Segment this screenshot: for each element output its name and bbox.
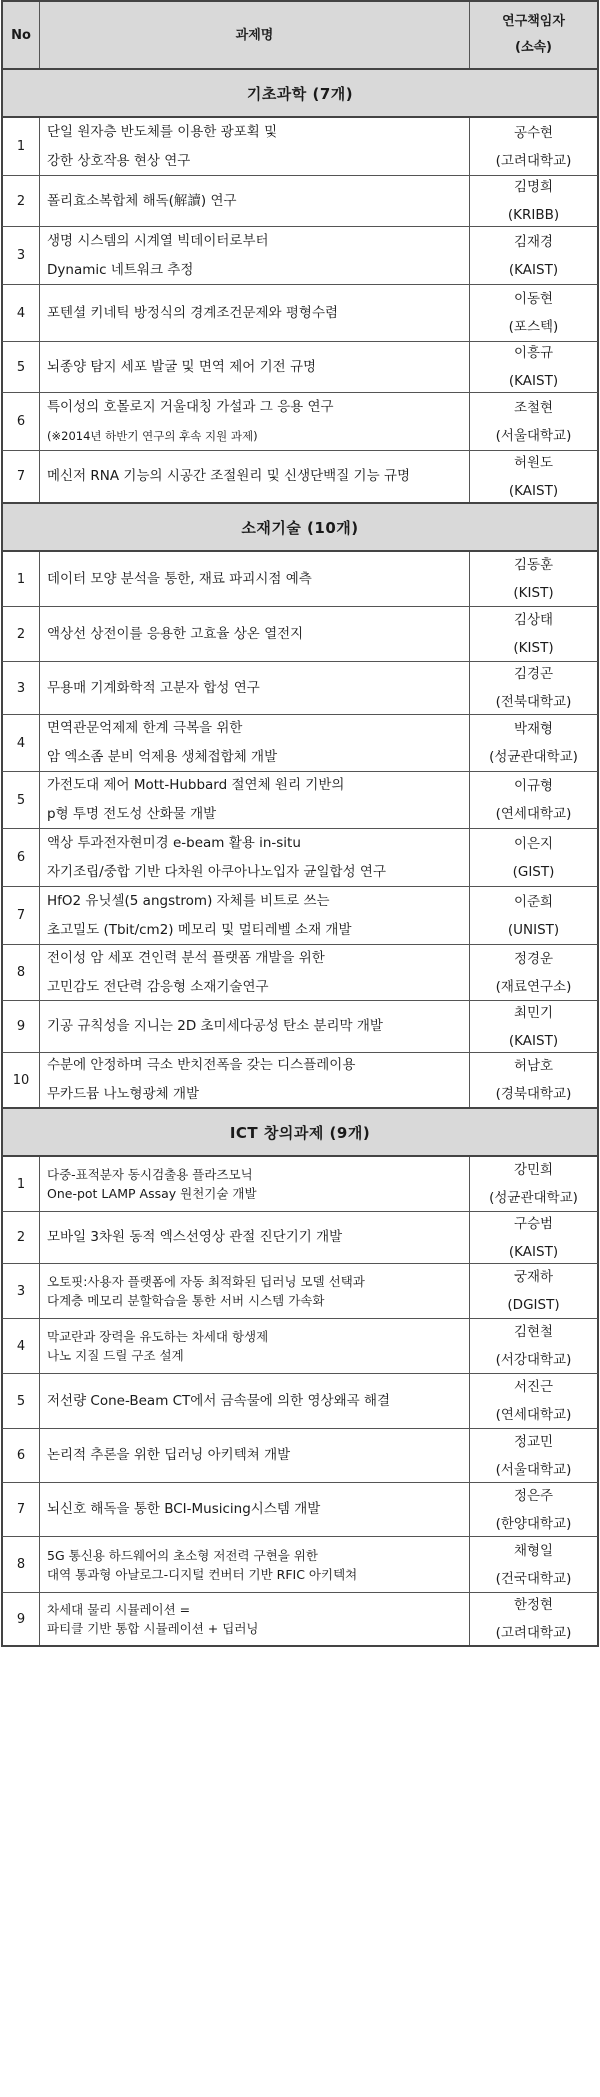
row-number: 6: [3, 829, 40, 886]
table-row: [1, 945, 599, 1001]
principal-investigator: [470, 1053, 597, 1107]
principal-investigator: [470, 829, 597, 886]
project-title: [40, 829, 470, 886]
pi-affiliation: (건국대학교): [495, 1570, 572, 1587]
pi-affiliation: (KAIST): [508, 1032, 559, 1049]
table-row: [1, 285, 599, 342]
pi-affiliation: (고려대학교): [495, 152, 572, 169]
project-title: [40, 1429, 470, 1482]
pi-name: 구승범: [513, 1215, 554, 1232]
section-header: ICT 창의과제 (9개): [1, 1109, 599, 1157]
pi-affiliation: (연세대학교): [495, 806, 572, 822]
project-title-line: 암 엑소좀 분비 억제용 생체접합체 개발: [47, 749, 278, 765]
pi-affiliation: (서울대학교): [495, 1461, 572, 1478]
pi-affiliation: (연세대학교): [495, 1407, 572, 1423]
project-title-line: 액상 투과전자현미경 e-beam 활용 in-situ: [47, 834, 301, 851]
project-title: [40, 1537, 470, 1592]
pi-name: 이규형: [513, 778, 554, 794]
row-number: 7: [3, 1483, 40, 1536]
principal-investigator: [470, 1374, 597, 1428]
pi-name: 김재경: [513, 233, 554, 250]
table-row: [1, 1483, 599, 1537]
project-title-line: 포텐셜 키네틱 방정식의 경계조건문제와 평형수렴: [47, 304, 339, 321]
project-title: [40, 887, 470, 944]
principal-investigator: [470, 607, 597, 661]
header-pi-label: 연구책임자: [502, 14, 565, 29]
project-title: [40, 715, 470, 771]
table-row: [1, 1001, 599, 1053]
row-number: 5: [3, 342, 40, 392]
pi-affiliation: (경북대학교): [495, 1086, 572, 1102]
principal-investigator: [470, 285, 597, 341]
row-number: 2: [3, 176, 40, 226]
principal-investigator: [470, 715, 597, 771]
project-title-line: 대역 통과형 아날로그-디지털 컨버터 기반 RFIC 아키텍쳐: [47, 1566, 358, 1582]
pi-name: 이준희: [513, 893, 554, 910]
project-table: [1, 0, 599, 1647]
row-number: 4: [3, 285, 40, 341]
row-number: 4: [3, 1319, 40, 1373]
table-row: [1, 451, 599, 504]
project-title: [40, 552, 470, 606]
principal-investigator: [470, 342, 597, 392]
table-row: [1, 176, 599, 227]
row-number: 9: [3, 1593, 40, 1645]
project-title-line: 무용매 기계화학적 고분자 합성 연구: [47, 679, 260, 696]
project-title-line: Dynamic 네트워크 추정: [47, 261, 194, 278]
project-title-line: 데이터 모양 분석을 통한, 재료 파괴시점 예측: [47, 570, 312, 587]
project-title-line: 다중-표적분자 동시검출용 플라즈모닉: [47, 1167, 253, 1182]
pi-name: 공수현: [513, 124, 554, 141]
project-title: [40, 1483, 470, 1536]
project-title: [40, 342, 470, 392]
principal-investigator: [470, 662, 597, 714]
project-title: [40, 945, 470, 1000]
row-number: 8: [3, 1537, 40, 1592]
project-title: [40, 451, 470, 502]
pi-name: 김명희: [513, 179, 554, 195]
pi-affiliation: (재료연구소): [495, 978, 572, 995]
pi-name: 정교민: [513, 1433, 554, 1450]
principal-investigator: [470, 887, 597, 944]
project-title-line: 막교란과 장력을 유도하는 차세대 항생제: [47, 1329, 269, 1344]
table-row: [1, 1212, 599, 1264]
project-title: [40, 1374, 470, 1428]
principal-investigator: [470, 1264, 597, 1318]
project-title-line: 차세대 물리 시뮬레이션 =: [47, 1602, 191, 1617]
principal-investigator: [470, 118, 597, 175]
principal-investigator: [470, 772, 597, 828]
project-title: [40, 1212, 470, 1263]
project-title-line: 모바일 3차원 동적 엑스선영상 관절 진단기기 개발: [47, 1229, 343, 1245]
project-title-line: 기공 규칙성을 지니는 2D 초미세다공성 탄소 분리막 개발: [47, 1018, 383, 1034]
row-number: 8: [3, 945, 40, 1000]
principal-investigator: [470, 1212, 597, 1263]
project-title: [40, 772, 470, 828]
table-row: [1, 118, 599, 176]
row-number: 3: [3, 227, 40, 284]
project-title: [40, 1593, 470, 1645]
project-title-line: 폴리효소복합체 해독(解讀) 연구: [47, 192, 237, 209]
header-pi-affiliation: (소속): [515, 40, 552, 55]
project-title: [40, 285, 470, 341]
principal-investigator: [470, 945, 597, 1000]
pi-name: 정은주: [513, 1487, 554, 1504]
pi-affiliation: (UNIST): [507, 921, 560, 938]
project-title: [40, 1319, 470, 1373]
principal-investigator: [470, 552, 597, 606]
project-title-line: 수분에 안정하며 극소 반치전폭을 갖는 디스플레이용: [47, 1057, 356, 1073]
table-row: [1, 1319, 599, 1374]
project-title-line: 파티클 기반 통합 시뮬레이션 + 딥러닝: [47, 1621, 259, 1636]
table-row: [1, 1537, 599, 1593]
pi-affiliation: (KIST): [513, 585, 554, 601]
pi-name: 최민기: [513, 1004, 554, 1021]
row-number: 10: [3, 1053, 40, 1107]
table-row: [1, 552, 599, 607]
principal-investigator: [470, 1319, 597, 1373]
pi-affiliation: (KAIST): [508, 261, 559, 278]
pi-affiliation: (DGIST): [507, 1297, 560, 1313]
pi-name: 박재형: [513, 721, 554, 737]
pi-name: 궁재하: [513, 1269, 554, 1285]
project-title-line: 면역관문억제제 한계 극복을 위한: [47, 720, 243, 736]
principal-investigator: [470, 1001, 597, 1052]
project-title-line: 단일 원자층 반도체를 이용한 광포획 및: [47, 123, 278, 140]
row-number: 3: [3, 662, 40, 714]
project-title-line: 강한 상호작용 현상 연구: [47, 152, 191, 169]
pi-name: 김상태: [513, 612, 554, 628]
table-row: [1, 393, 599, 451]
row-number: 9: [3, 1001, 40, 1052]
principal-investigator: [470, 393, 597, 450]
row-number: 4: [3, 715, 40, 771]
row-number: 5: [3, 1374, 40, 1428]
project-title: [40, 1264, 470, 1318]
project-title-line: 메신저 RNA 기능의 시공간 조절원리 및 신생단백질 기능 규명: [47, 468, 410, 484]
principal-investigator: [470, 227, 597, 284]
project-title: [40, 176, 470, 226]
project-title: [40, 1053, 470, 1107]
row-number: 2: [3, 607, 40, 661]
pi-name: 정경운: [513, 950, 554, 967]
pi-affiliation: (GIST): [512, 863, 555, 880]
principal-investigator: [470, 1157, 597, 1211]
pi-affiliation: (KAIST): [508, 1243, 559, 1260]
project-title: [40, 662, 470, 714]
project-title: [40, 607, 470, 661]
pi-name: 한정현: [513, 1597, 554, 1613]
project-title-line: 가전도대 제어 Mott-Hubbard 절연체 원리 기반의: [47, 777, 345, 793]
principal-investigator: [470, 451, 597, 502]
row-number: 2: [3, 1212, 40, 1263]
project-title-line: 오토핏:사용자 플랫폼에 자동 최적화된 딥러닝 모델 선택과: [47, 1274, 365, 1289]
project-title-line: 무카드뮴 나노형광체 개발: [47, 1086, 200, 1102]
project-title-line: p형 투명 전도성 산화물 개발: [47, 806, 217, 822]
header-pi: [470, 2, 597, 68]
table-row: [1, 829, 599, 887]
project-title-line: 자기조립/중합 기반 다차원 아쿠아나노입자 균일합성 연구: [47, 863, 386, 880]
pi-affiliation: (서강대학교): [495, 1352, 572, 1368]
table-row: [1, 1053, 599, 1109]
pi-name: 김동훈: [513, 557, 554, 573]
project-title-line: 전이성 암 세포 견인력 분석 플랫폼 개발을 위한: [47, 949, 325, 966]
table-row: [1, 1264, 599, 1319]
row-number: 1: [3, 118, 40, 175]
section-header: 기초과학 (7개): [1, 70, 599, 118]
project-title-line: 뇌신호 해독을 통한 BCI-Musicing시스템 개발: [47, 1501, 321, 1517]
project-title-line: 논리적 추론을 위한 딥러닝 아키텍쳐 개발: [47, 1447, 291, 1463]
pi-name: 이흥규: [513, 345, 554, 361]
pi-affiliation: (KIST): [513, 640, 554, 656]
pi-affiliation: (KAIST): [508, 373, 559, 389]
table-row: [1, 1157, 599, 1212]
table-body: [1, 70, 599, 1647]
principal-investigator: [470, 1429, 597, 1482]
row-number: 5: [3, 772, 40, 828]
row-number: 1: [3, 552, 40, 606]
pi-affiliation: (KAIST): [508, 482, 559, 499]
table-row: [1, 1374, 599, 1429]
project-title: [40, 118, 470, 175]
header-no: No: [3, 2, 40, 68]
principal-investigator: [470, 1483, 597, 1536]
pi-name: 이은지: [513, 835, 554, 852]
pi-affiliation: (포스텍): [508, 319, 559, 335]
principal-investigator: [470, 176, 597, 226]
project-title-line: One-pot LAMP Assay 원천기술 개발: [47, 1186, 257, 1201]
pi-name: 서진근: [513, 1379, 554, 1395]
project-title-line: 5G 통신용 하드웨어의 초소형 저전력 구현을 위한: [47, 1547, 318, 1563]
project-title: [40, 393, 470, 450]
table-row: [1, 1593, 599, 1647]
pi-affiliation: (전북대학교): [495, 694, 572, 710]
project-title-line: 생명 시스템의 시계열 빅데이터로부터: [47, 232, 269, 249]
project-title-line: 초고밀도 (Tbit/cm2) 메모리 및 멀티레벨 소재 개발: [47, 921, 352, 938]
project-title-line: 나노 지질 드릴 구조 설계: [47, 1348, 184, 1363]
table-header: [1, 0, 599, 70]
pi-affiliation: (성균관대학교): [489, 749, 578, 765]
project-title: [40, 1001, 470, 1052]
pi-affiliation: (KRIBB): [507, 207, 560, 223]
pi-affiliation: (성균관대학교): [489, 1190, 578, 1206]
pi-affiliation: (한양대학교): [495, 1515, 572, 1532]
row-number: 7: [3, 451, 40, 502]
table-row: [1, 887, 599, 945]
pi-name: 김현철: [513, 1324, 554, 1340]
table-row: [1, 607, 599, 662]
project-title: [40, 1157, 470, 1211]
project-title-line: 특이성의 호몰로지 거울대칭 가설과 그 응용 연구: [47, 398, 334, 415]
pi-name: 조철현: [513, 399, 554, 416]
section-header: 소재기술 (10개): [1, 504, 599, 552]
principal-investigator: [470, 1537, 597, 1592]
pi-name: 허원도: [513, 454, 554, 471]
pi-name: 강민희: [513, 1162, 554, 1178]
pi-name: 이동현: [513, 291, 554, 307]
table-row: [1, 342, 599, 393]
project-title-line: 다계층 메모리 분할학습을 통한 서버 시스템 가속화: [47, 1293, 325, 1308]
pi-affiliation: (서울대학교): [495, 427, 572, 444]
table-row: [1, 662, 599, 715]
pi-affiliation: (고려대학교): [495, 1625, 572, 1641]
table-row: [1, 715, 599, 772]
project-title-line: 액상선 상전이를 응용한 고효율 상온 열전지: [47, 625, 304, 642]
header-title: 과제명: [40, 2, 470, 68]
project-title: [40, 227, 470, 284]
project-title-line: 뇌종양 탐지 세포 발굴 및 면역 제어 기전 규명: [47, 358, 317, 375]
row-number: 3: [3, 1264, 40, 1318]
table-row: [1, 227, 599, 285]
project-title-line: 고민감도 전단력 감응형 소재기술연구: [47, 978, 269, 995]
project-title-line: (※2014년 하반기 연구의 후속 지원 과제): [47, 428, 258, 443]
project-title-line: HfO2 유닛셀(5 angstrom) 자체를 비트로 쓰는: [47, 892, 330, 909]
principal-investigator: [470, 1593, 597, 1645]
table-row: [1, 772, 599, 829]
table-row: [1, 1429, 599, 1483]
pi-name: 김경곤: [513, 666, 554, 682]
row-number: 6: [3, 1429, 40, 1482]
row-number: 1: [3, 1157, 40, 1211]
pi-name: 채형일: [513, 1542, 554, 1559]
row-number: 6: [3, 393, 40, 450]
row-number: 7: [3, 887, 40, 944]
pi-name: 허남호: [513, 1058, 554, 1074]
project-title-line: 저선량 Cone-Beam CT에서 금속물에 의한 영상왜곡 해결: [47, 1392, 391, 1409]
